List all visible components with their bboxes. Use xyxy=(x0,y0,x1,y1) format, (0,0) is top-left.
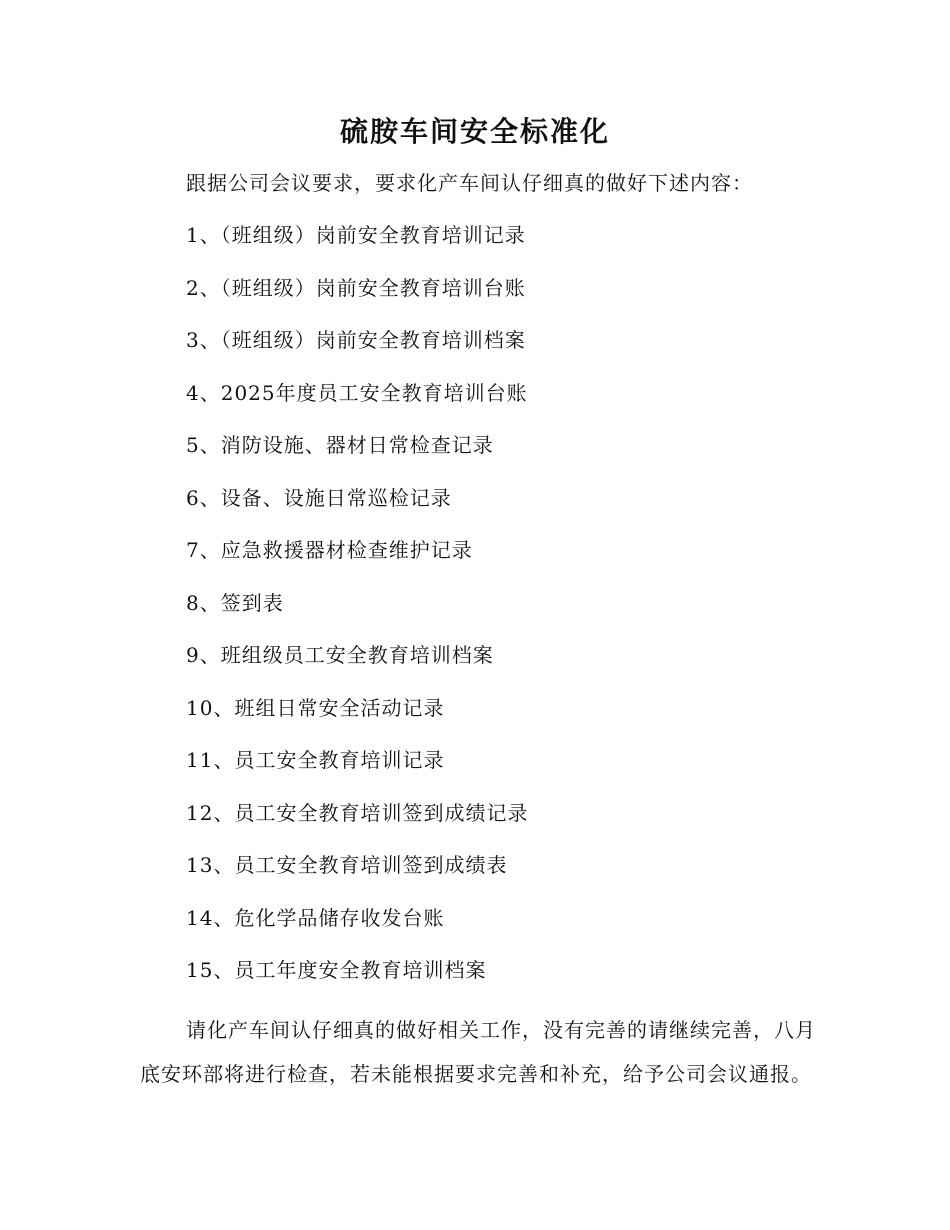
list-item: 10、班组日常安全活动记录 xyxy=(186,695,445,720)
requirement-list xyxy=(186,218,528,1006)
list-item: 13、员工安全教育培训签到成绩表 xyxy=(186,853,508,877)
list-item: 8、签到表 xyxy=(186,590,284,615)
document-title: 硫胺车间安全标准化 xyxy=(339,115,610,148)
list-item: 4、2025年度员工安全教育培训台账 xyxy=(186,380,528,405)
list-item: 12、员工安全教育培训签到成绩记录 xyxy=(186,800,529,825)
list-item: 11、员工安全教育培训记录 xyxy=(186,748,445,772)
list-item: 9、班组级员工安全教育培训档案 xyxy=(186,643,494,667)
list-item: 5、消防设施、器材日常检查记录 xyxy=(186,433,494,457)
intro-paragraph: 跟据公司会议要求，要求化产车间认仔细真的做好下述内容： xyxy=(186,171,753,195)
list-item: 1、（班组级）岗前安全教育培训记录 xyxy=(186,223,526,247)
list-item: 2、（班组级）岗前安全教育培训台账 xyxy=(186,275,526,300)
list-item: 14、危化学品储存收发台账 xyxy=(186,905,445,930)
list-item: 6、设备、设施日常巡检记录 xyxy=(186,485,452,510)
list-item: 7、应急救援器材检查维护记录 xyxy=(186,538,473,562)
closing-paragraph: 请化产车间认仔细真的做好相关工作，没有完善的请继续完善，八月底安环部将进行检查，若未能根据要求完善和补充，给予公司会议通报。 xyxy=(140,1018,816,1086)
list-item: 3、（班组级）岗前安全教育培训档案 xyxy=(186,328,526,352)
list-item: 15、员工年度安全教育培训档案 xyxy=(186,958,487,982)
